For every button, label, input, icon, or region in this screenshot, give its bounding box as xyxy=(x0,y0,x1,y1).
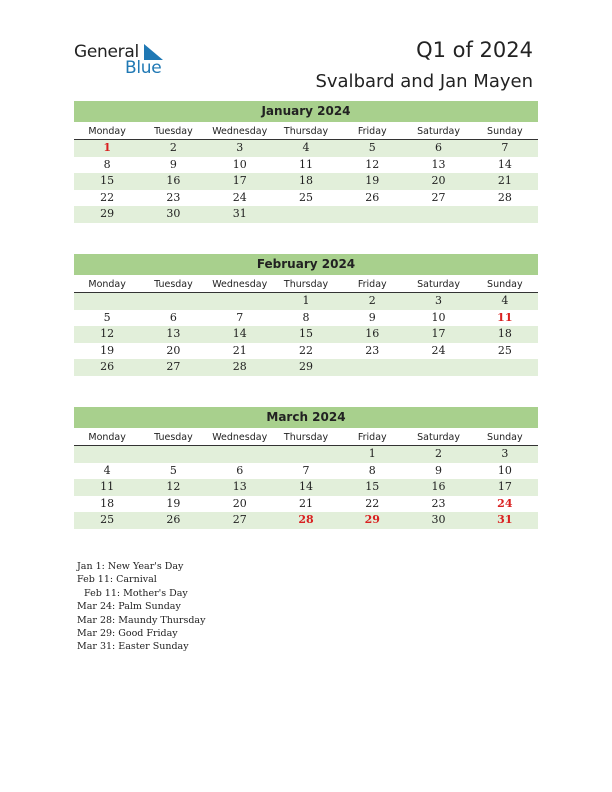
month-calendar xyxy=(74,407,538,529)
week-row xyxy=(74,479,538,496)
day-cell: 13 xyxy=(232,480,247,493)
weekday-label: Monday xyxy=(88,279,126,290)
day-cell: 13 xyxy=(431,157,446,171)
month-title: January 2024 xyxy=(74,101,538,122)
day-cell: 31 xyxy=(497,513,513,526)
day-cell: 4 xyxy=(302,141,310,154)
day-cell: 21 xyxy=(232,343,247,357)
day-cell: 7 xyxy=(302,463,310,477)
weekday-label: Friday xyxy=(357,279,387,290)
weekday-label: Friday xyxy=(357,432,387,443)
day-cell: 3 xyxy=(501,447,509,460)
week-row xyxy=(74,446,538,463)
day-cell: 11 xyxy=(497,310,513,324)
day-cell: 3 xyxy=(435,294,443,307)
day-cell: 9 xyxy=(368,310,376,324)
day-cell: 13 xyxy=(166,327,181,340)
day-cell: 24 xyxy=(497,496,513,510)
day-cell xyxy=(207,293,273,310)
day-cell: 27 xyxy=(166,360,181,373)
logo-text-general: General xyxy=(74,42,139,62)
week-row xyxy=(74,343,538,360)
day-cell: 12 xyxy=(365,157,380,171)
day-cell: 14 xyxy=(497,157,512,171)
weekday-label: Sunday xyxy=(487,279,523,290)
day-cell: 22 xyxy=(100,190,115,204)
day-cell: 12 xyxy=(100,327,115,340)
day-cell: 23 xyxy=(431,496,446,510)
weekday-label: Saturday xyxy=(417,126,460,137)
holiday-entry: Mar 28: Maundy Thursday xyxy=(77,614,206,626)
day-cell: 8 xyxy=(103,157,111,171)
weekday-label: Monday xyxy=(88,126,126,137)
day-cell: 17 xyxy=(431,327,446,340)
day-cell: 27 xyxy=(431,190,446,204)
day-cell: 14 xyxy=(232,327,247,340)
day-cell: 5 xyxy=(103,310,111,324)
day-cell: 30 xyxy=(431,513,446,526)
day-cell: 20 xyxy=(431,174,446,187)
holiday-entry: Feb 11: Mother's Day xyxy=(84,587,188,599)
holiday-entry: Feb 11: Carnival xyxy=(77,574,157,586)
day-cell: 19 xyxy=(100,343,115,357)
day-cell: 11 xyxy=(100,480,115,493)
week-row xyxy=(74,326,538,343)
generalblue-logo xyxy=(74,42,174,78)
day-cell: 5 xyxy=(169,463,177,477)
weekday-label: Monday xyxy=(88,432,126,443)
day-cell: 9 xyxy=(435,463,443,477)
weekday-label: Sunday xyxy=(487,126,523,137)
day-cell: 28 xyxy=(497,190,512,204)
day-cell: 26 xyxy=(365,190,380,204)
day-cell: 16 xyxy=(365,327,380,340)
week-row xyxy=(74,463,538,480)
week-row xyxy=(74,496,538,513)
day-cell: 24 xyxy=(232,190,247,204)
day-cell: 29 xyxy=(298,360,313,373)
day-cell xyxy=(405,206,471,223)
day-cell: 28 xyxy=(232,360,247,373)
day-cell: 15 xyxy=(365,480,380,493)
day-cell: 18 xyxy=(497,327,512,340)
weekday-label: Tuesday xyxy=(154,279,193,290)
day-cell xyxy=(74,446,140,463)
day-cell xyxy=(339,359,405,376)
day-cell: 22 xyxy=(365,496,380,510)
day-cell: 23 xyxy=(365,343,380,357)
day-cell: 1 xyxy=(368,447,376,460)
day-cell: 10 xyxy=(431,310,446,324)
holiday-list xyxy=(77,560,205,654)
week-row xyxy=(74,206,538,223)
day-cell: 25 xyxy=(100,513,115,526)
day-cell xyxy=(405,359,471,376)
week-row xyxy=(74,512,538,529)
day-cell: 24 xyxy=(431,343,446,357)
day-cell: 30 xyxy=(166,207,181,220)
weekday-label: Saturday xyxy=(417,432,460,443)
logo-text-blue: Blue xyxy=(125,58,162,78)
day-cell: 23 xyxy=(166,190,181,204)
day-cell: 7 xyxy=(501,141,509,154)
day-cell: 18 xyxy=(100,496,115,510)
weekday-label: Thursday xyxy=(283,126,329,137)
week-row xyxy=(74,157,538,174)
holiday-entry: Jan 1: New Year's Day xyxy=(77,561,184,572)
weekday-label: Wednesday xyxy=(212,126,268,137)
day-cell: 2 xyxy=(435,447,443,460)
weekday-label: Thursday xyxy=(283,432,329,443)
weekday-label: Wednesday xyxy=(212,279,268,290)
weekday-label: Tuesday xyxy=(154,432,193,443)
day-cell: 20 xyxy=(232,496,247,510)
day-cell: 26 xyxy=(166,513,181,526)
week-row xyxy=(74,140,538,157)
month-title: March 2024 xyxy=(74,407,538,428)
day-cell: 17 xyxy=(497,480,512,493)
day-cell: 9 xyxy=(169,157,177,171)
day-cell: 8 xyxy=(302,310,310,324)
month-title: February 2024 xyxy=(74,254,538,275)
day-cell: 2 xyxy=(368,294,376,307)
day-cell: 17 xyxy=(232,174,247,187)
day-cell: 25 xyxy=(298,190,313,204)
day-cell: 8 xyxy=(368,463,376,477)
day-cell: 25 xyxy=(497,343,512,357)
day-cell: 4 xyxy=(501,294,509,307)
day-cell: 20 xyxy=(166,343,181,357)
holiday-entry: Mar 31: Easter Sunday xyxy=(77,641,189,653)
day-cell: 26 xyxy=(100,360,115,373)
day-cell xyxy=(273,206,339,223)
day-cell: 28 xyxy=(298,513,314,526)
week-row xyxy=(74,293,538,310)
day-cell xyxy=(140,446,206,463)
holiday-entry: Mar 29: Good Friday xyxy=(77,628,178,640)
month-calendar xyxy=(74,254,538,376)
day-cell: 16 xyxy=(431,480,446,493)
week-row xyxy=(74,173,538,190)
weekday-label: Friday xyxy=(357,126,387,137)
weekday-label: Tuesday xyxy=(154,126,193,137)
day-cell: 4 xyxy=(103,463,111,477)
day-cell: 10 xyxy=(232,157,247,171)
day-cell xyxy=(74,293,140,310)
week-row xyxy=(74,190,538,207)
day-cell xyxy=(472,359,538,376)
day-cell: 1 xyxy=(103,141,111,154)
day-cell: 2 xyxy=(169,141,177,154)
day-cell: 16 xyxy=(166,174,181,187)
day-cell: 21 xyxy=(298,496,313,510)
weekday-header-row xyxy=(74,123,538,140)
day-cell: 6 xyxy=(236,463,244,477)
day-cell xyxy=(472,206,538,223)
weekday-header-row xyxy=(74,276,538,293)
day-cell: 7 xyxy=(236,310,244,324)
day-cell: 6 xyxy=(169,310,177,324)
day-cell: 18 xyxy=(298,174,313,187)
day-cell: 3 xyxy=(236,141,244,154)
weekday-label: Wednesday xyxy=(212,432,268,443)
day-cell: 31 xyxy=(232,207,247,220)
day-cell xyxy=(339,206,405,223)
day-cell: 19 xyxy=(166,496,181,510)
day-cell: 22 xyxy=(298,343,313,357)
day-cell: 21 xyxy=(497,174,512,187)
day-cell: 5 xyxy=(368,141,376,154)
day-cell: 12 xyxy=(166,480,181,493)
day-cell: 29 xyxy=(364,513,380,526)
day-cell: 19 xyxy=(365,174,380,187)
weekday-label: Saturday xyxy=(417,279,460,290)
day-cell: 11 xyxy=(298,157,313,171)
weekday-header-row xyxy=(74,429,538,446)
day-cell xyxy=(140,293,206,310)
holiday-entry: Mar 24: Palm Sunday xyxy=(77,601,181,613)
day-cell: 15 xyxy=(298,327,313,340)
day-cell: 29 xyxy=(100,207,115,220)
month-calendar xyxy=(74,101,538,223)
weekday-label: Thursday xyxy=(283,279,329,290)
day-cell: 6 xyxy=(435,141,443,154)
day-cell: 10 xyxy=(497,463,512,477)
page-subtitle: Svalbard and Jan Mayen xyxy=(315,71,533,92)
day-cell: 27 xyxy=(232,513,247,526)
week-row xyxy=(74,359,538,376)
day-cell xyxy=(207,446,273,463)
weekday-label: Sunday xyxy=(487,432,523,443)
day-cell: 1 xyxy=(302,294,310,307)
day-cell: 14 xyxy=(298,480,313,493)
day-cell: 15 xyxy=(100,174,115,187)
week-row xyxy=(74,310,538,327)
day-cell xyxy=(273,446,339,463)
page-title: Q1 of 2024 xyxy=(416,38,533,62)
